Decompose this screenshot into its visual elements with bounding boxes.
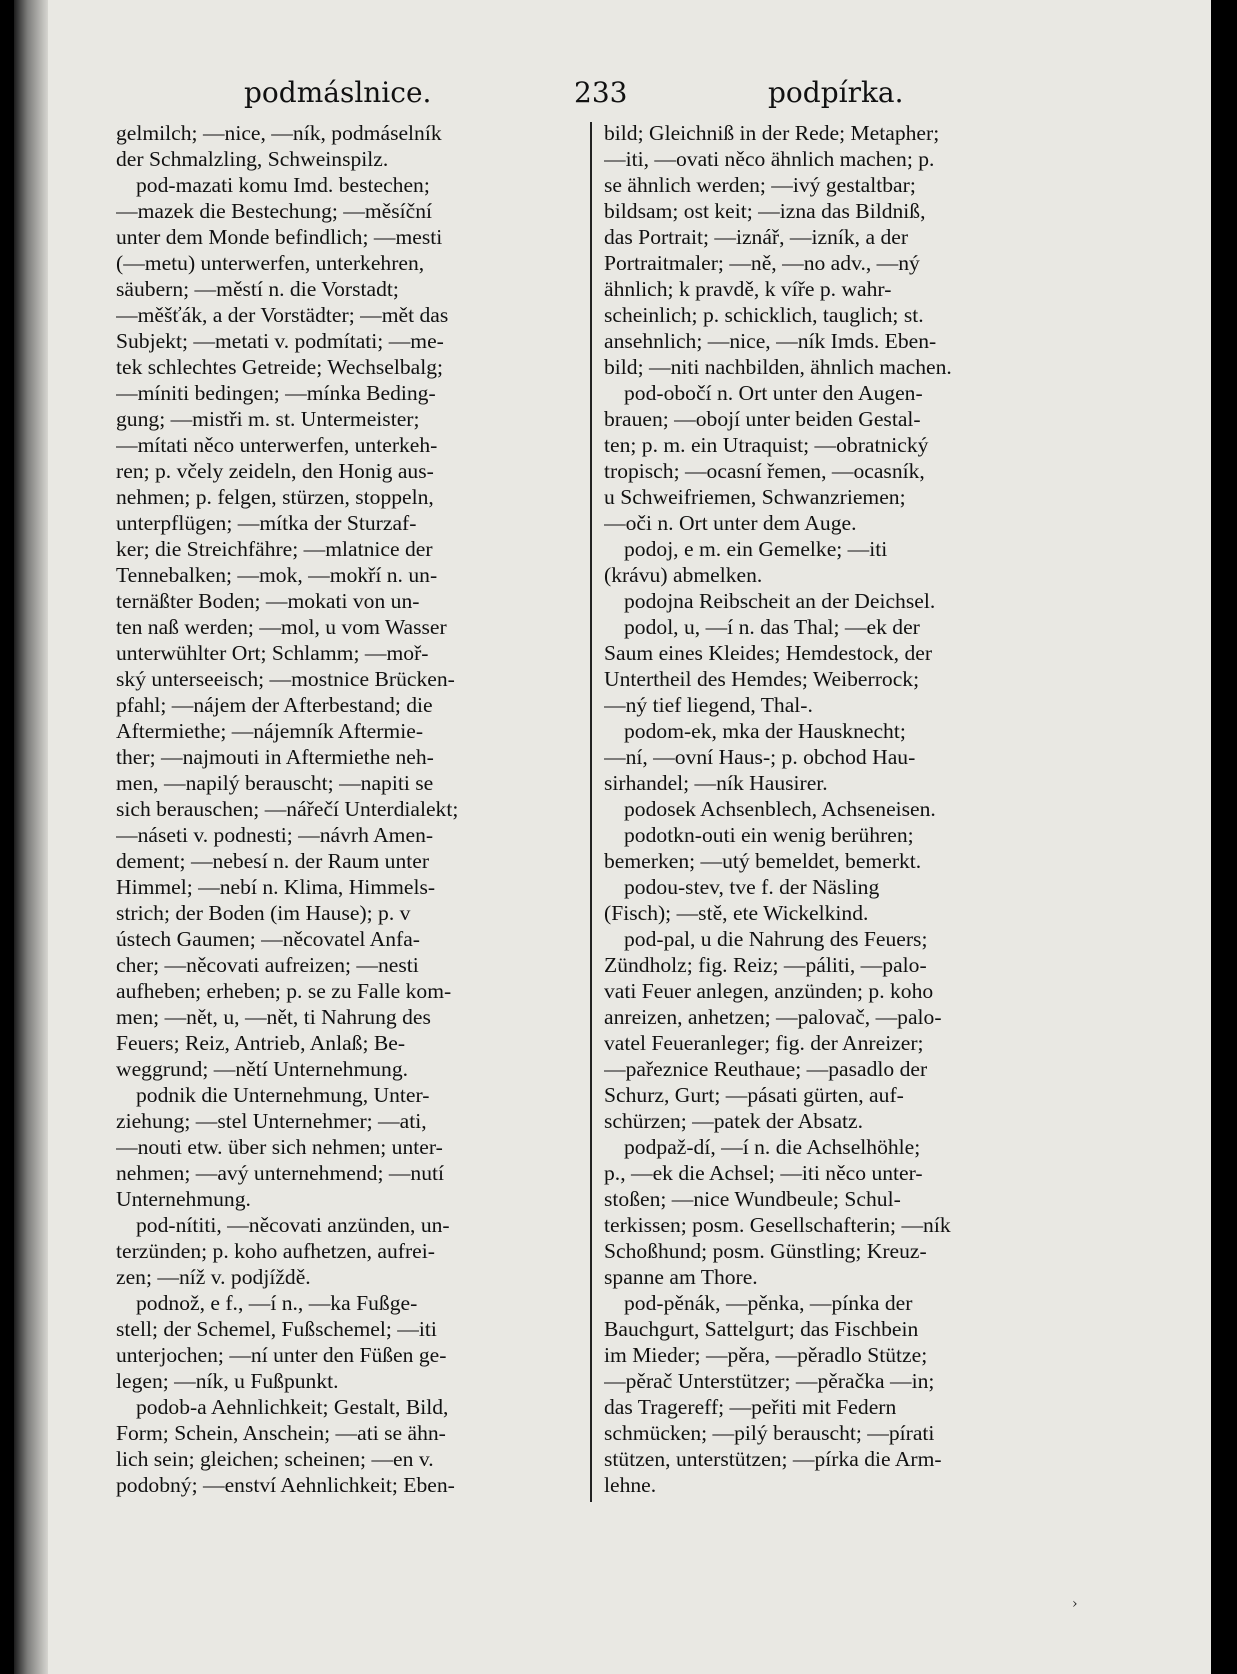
dictionary-line: das Tragereff; —peřiti mit Federn	[604, 1395, 897, 1419]
dictionary-line: tropisch; —ocasní řemen, —ocasník,	[604, 459, 925, 483]
dictionary-line: (—metu) unterwerfen, unterkehren,	[116, 251, 425, 275]
dictionary-line: unter dem Monde befindlich; —mesti	[116, 225, 443, 249]
dictionary-line: nehmen; —avý unternehmend; —nutí	[116, 1161, 445, 1185]
dictionary-line: im Mieder; —pěra, —pěradlo Stütze;	[604, 1343, 928, 1367]
dictionary-line: podotkn-outi ein wenig berühren;	[624, 823, 914, 847]
dictionary-line: —nouti etw. über sich nehmen; unter-	[116, 1135, 443, 1159]
dictionary-line: terzünden; p. koho aufhetzen, aufrei-	[116, 1239, 435, 1263]
dictionary-line: Zündholz; fig. Reiz; —páliti, —palo-	[604, 953, 927, 977]
dictionary-line: pod-obočí n. Ort unter den Augen-	[624, 381, 923, 405]
dictionary-line: men; —nět, u, —nět, ti Nahrung des	[116, 1005, 431, 1029]
dictionary-line: (krávu) abmelken.	[604, 563, 763, 587]
dictionary-line: ren; p. včely zeideln, den Honig aus-	[116, 459, 434, 483]
dictionary-line: ther; —najmouti in Aftermiethe neh-	[116, 745, 434, 769]
dictionary-line: lehne.	[604, 1473, 657, 1497]
page-number: 233	[574, 76, 628, 109]
dictionary-line: gung; —mistři m. st. Untermeister;	[116, 407, 420, 431]
dictionary-line: schmücken; —pilý berauscht; —pírati	[604, 1421, 935, 1445]
dictionary-line: —pařeznice Reuthaue; —pasadlo der	[604, 1057, 928, 1081]
dictionary-line: —náseti v. podnesti; —návrh Amen-	[116, 823, 434, 847]
dictionary-line: podou-stev, tve f. der Näsling	[624, 875, 880, 899]
dictionary-line: ker; die Streichfähre; —mlatnice der	[116, 537, 433, 561]
dictionary-line: zen; —níž v. podjíždě.	[116, 1265, 311, 1289]
dictionary-line: stoßen; —nice Wundbeule; Schul-	[604, 1187, 901, 1211]
dictionary-line: men, —napilý berauscht; —napiti se	[116, 771, 434, 795]
dictionary-line: unterwühlter Ort; Schlamm; —moř-	[116, 641, 429, 665]
dictionary-line: —iti, —ovati něco ähnlich machen; p.	[604, 147, 935, 171]
dictionary-line: —ní, —ovní Haus-; p. obchod Hau-	[604, 745, 916, 769]
dictionary-line: bild; Gleichniß in der Rede; Metapher;	[604, 121, 940, 145]
dictionary-line: nehmen; p. felgen, stürzen, stoppeln,	[116, 485, 434, 509]
right-column	[604, 120, 1062, 1498]
dictionary-line: —míniti bedingen; —mínka Beding-	[116, 381, 436, 405]
dictionary-line: ský unterseeisch; —mostnice Brücken-	[116, 667, 455, 691]
dictionary-line: säubern; —městí n. die Vorstadt;	[116, 277, 399, 301]
dictionary-line: gelmilch; —nice, —ník, podmáselník	[116, 121, 442, 145]
dictionary-line: sich berauschen; —nářečí Unterdialekt;	[116, 797, 459, 821]
dictionary-line: vati Feuer anlegen, anzünden; p. koho	[604, 979, 934, 1003]
dictionary-line: Form; Schein, Anschein; —ati se ähn-	[116, 1421, 446, 1445]
left-column	[116, 120, 580, 1498]
dictionary-line: p., —ek die Achsel; —iti něco unter-	[604, 1161, 923, 1185]
dictionary-line: pod-pal, u die Nahrung des Feuers;	[624, 927, 928, 951]
dictionary-line: podol, u, —í n. das Thal; —ek der	[624, 615, 920, 639]
dictionary-line: Portraitmaler; —ně, —no adv., —ný	[604, 251, 920, 275]
dictionary-line: cher; —něcovati aufreizen; —nesti	[116, 953, 419, 977]
dictionary-line: podpaž-dí, —í n. die Achselhöhle;	[624, 1135, 921, 1159]
dictionary-line: —měšťák, a der Vorstädter; —mět das	[116, 303, 449, 327]
dictionary-line: podnož, e f., —í n., —ka Fußge-	[136, 1291, 418, 1315]
dictionary-line: weggrund; —nětí Unternehmung.	[116, 1057, 409, 1081]
dictionary-line: unterjochen; —ní unter den Füßen ge-	[116, 1343, 447, 1367]
dictionary-line: ten; p. m. ein Utraquist; —obratnický	[604, 433, 929, 457]
dictionary-line: Subjekt; —metati v. podmítati; —me-	[116, 329, 444, 353]
dictionary-line: podnik die Unternehmung, Unter-	[136, 1083, 430, 1107]
dictionary-line: u Schweifriemen, Schwanzriemen;	[604, 485, 906, 509]
dictionary-line: se ähnlich werden; —ivý gestaltbar;	[604, 173, 916, 197]
dictionary-line: podoj, e m. ein Gemelke; —iti	[624, 537, 888, 561]
dictionary-line: (Fisch); —stě, ete Wickelkind.	[604, 901, 869, 925]
dictionary-line: ten naß werden; —mol, u vom Wasser	[116, 615, 447, 639]
page-header	[40, 76, 1221, 116]
dictionary-line: Saum eines Kleides; Hemdestock, der	[604, 641, 933, 665]
dictionary-line: dement; —nebesí n. der Raum unter	[116, 849, 430, 873]
dictionary-line: ústech Gaumen; —něcovatel Anfa-	[116, 927, 420, 951]
dictionary-line: Bauchgurt, Sattelgurt; das Fischbein	[604, 1317, 919, 1341]
dictionary-line: ansehnlich; —nice, —ník Imds. Eben-	[604, 329, 937, 353]
dictionary-line: Schurz, Gurt; —pásati gürten, auf-	[604, 1083, 904, 1107]
dictionary-line: Feuers; Reiz, Antrieb, Anlaß; Be-	[116, 1031, 406, 1055]
dictionary-line: pfahl; —nájem der Afterbestand; die	[116, 693, 433, 717]
dictionary-line: —oči n. Ort unter dem Auge.	[604, 511, 857, 535]
dictionary-line: podom-ek, mka der Hausknecht;	[624, 719, 906, 743]
dictionary-line: ziehung; —stel Unternehmer; —ati,	[116, 1109, 427, 1133]
dictionary-line: pod-mazati komu Imd. bestechen;	[136, 173, 430, 197]
dictionary-line: spanne am Thore.	[604, 1265, 758, 1289]
dictionary-line: vatel Feueranleger; fig. der Anreizer;	[604, 1031, 924, 1055]
column-divider	[590, 122, 592, 1502]
footer-mark: ›	[1072, 1596, 1078, 1612]
dictionary-line: das Portrait; —iznář, —izník, a der	[604, 225, 909, 249]
dictionary-line: bildsam; ost keit; —izna das Bildniß,	[604, 199, 926, 223]
dictionary-line: brauen; —obojí unter beiden Gestal-	[604, 407, 921, 431]
dictionary-line: Himmel; —nebí n. Klima, Himmels-	[116, 875, 436, 899]
dictionary-line: Schoßhund; posm. Günstling; Kreuz-	[604, 1239, 927, 1263]
dictionary-line: podojna Reibscheit an der Deichsel.	[624, 589, 936, 613]
dictionary-line: —pěrač Unterstützer; —pěračka —in;	[604, 1369, 935, 1393]
dictionary-line: legen; —ník, u Fußpunkt.	[116, 1369, 339, 1393]
dictionary-line: schürzen; —patek der Absatz.	[604, 1109, 864, 1133]
dictionary-line: podosek Achsenblech, Achseneisen.	[624, 797, 936, 821]
dictionary-line: bemerken; —utý bemeldet, bemerkt.	[604, 849, 922, 873]
dictionary-line: Unternehmung.	[116, 1187, 251, 1211]
dictionary-line: —mazek die Bestechung; —měsíční	[116, 199, 433, 223]
dictionary-line: der Schmalzling, Schweinspilz.	[116, 147, 389, 171]
header-first-entry: podmáslnice.	[244, 76, 432, 109]
dictionary-line: aufheben; erheben; p. se zu Falle kom-	[116, 979, 452, 1003]
dictionary-line: unterpflügen; —mítka der Sturzaf-	[116, 511, 417, 535]
page-gutter-shadow	[14, 0, 48, 1674]
dictionary-line: stell; der Schemel, Fußschemel; —iti	[116, 1317, 437, 1341]
dictionary-line: sirhandel; —ník Hausirer.	[604, 771, 828, 795]
dictionary-line: stützen, unterstützen; —pírka die Arm-	[604, 1447, 942, 1471]
dictionary-line: podob-a Aehnlichkeit; Gestalt, Bild,	[136, 1395, 449, 1419]
header-last-entry: podpírka.	[768, 76, 904, 109]
dictionary-line: ternäßter Boden; —mokati von un-	[116, 589, 420, 613]
dictionary-line: lich sein; gleichen; scheinen; —en v.	[116, 1447, 434, 1471]
dictionary-line: Tennebalken; —mok, —mokří n. un-	[116, 563, 438, 587]
dictionary-line: pod-pěnák, —pěnka, —pínka der	[624, 1291, 913, 1315]
dictionary-line: pod-nítiti, —něcovati anzünden, un-	[136, 1213, 450, 1237]
dictionary-line: —ný tief liegend, Thal-.	[604, 693, 813, 717]
dictionary-line: podobný; —enství Aehnlichkeit; Eben-	[116, 1473, 455, 1497]
dictionary-line: anreizen, anhetzen; —palovač, —palo-	[604, 1005, 942, 1029]
dictionary-line: scheinlich; p. schicklich, tauglich; st.	[604, 303, 924, 327]
dictionary-line: Untertheil des Hemdes; Weiberrock;	[604, 667, 920, 691]
dictionary-line: strich; der Boden (im Hause); p. v	[116, 901, 411, 925]
dictionary-line: tek schlechtes Getreide; Wechselbalg;	[116, 355, 444, 379]
dictionary-line: Aftermiethe; —nájemník Aftermie-	[116, 719, 424, 743]
dictionary-line: bild; —niti nachbilden, ähnlich machen.	[604, 355, 952, 379]
dictionary-line: terkissen; posm. Gesellschafterin; —ník	[604, 1213, 951, 1237]
dictionary-line: ähnlich; k pravdě, k víře p. wahr-	[604, 277, 892, 301]
dictionary-line: —mítati něco unterwerfen, unterkeh-	[116, 433, 438, 457]
